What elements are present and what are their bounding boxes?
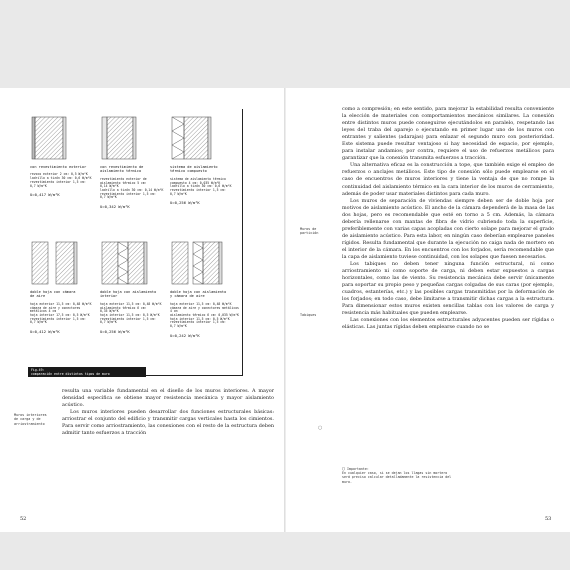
paragraph: Los tabiques no deben tener ninguna función estructural, ni como arriostramiento ni como soporte de carga, ni deben estar expuestos a cargas horizontales, como las de viento. Su resistencia mecánica debe servir únicamente para soportar su propio peso y pequeñas cargas colgadas de sus caras (por ejemplo, cuadros, estanterías, etc.) y las posibles cargas transmitidas por la deformación de los forjados; en todo caso, debe limitarse a transmitir dichas cargas a la estructura. Para dimensionar estos muros existen sencillas tablas con los valores de carga y resistencia más habituales que pueden emplearse.	[342, 261, 554, 317]
caption-label: Fig.49:	[31, 368, 45, 372]
wall-section-diagram	[30, 115, 100, 161]
wall-section-diagram	[100, 240, 170, 286]
caption-text: comparación entre distintos tipos de muro	[31, 372, 110, 376]
cell-specs: revestimiento exterior de aislamiento térmico 5 cm: 0,14 W/m²K ladrillo a tizón 30 cm: 0,14 W/m²K revestimiento interior 1,5 cm: 0,7 W/m²K	[100, 176, 164, 200]
figure-cell-double-leaf-air	[30, 240, 100, 334]
cell-u-value: U=0,242 W/m²K	[170, 332, 200, 338]
paragraph: Los muros interiores pueden desarrollar dos funciones estructurales básicas: arriostrar el conjunto del edificio y transmitir cargas verticales hasta los cimientos. Para servir como arriostramiento, las conexiones con el resto de la estructura deben admitir tanto esfuerzos a tracción	[62, 409, 274, 437]
cell-u-value: U=0,256 W/m²K	[170, 200, 200, 206]
margin-note-load-bearing: Muros interiores de carga y de arriostramiento	[14, 413, 47, 426]
lightbulb-icon: ○	[318, 425, 323, 431]
lightbulb-icon: ○	[342, 466, 346, 472]
page-number-left: 52	[20, 516, 27, 522]
wall-section-diagram	[30, 240, 100, 286]
cell-specs: hoja exterior 11,5 cm: 0,48 W/m²K cámara de aire y conectores metálicos 4 cm hoja interior 17,5 cm: 0,5 W/m²K revestimiento interior 1,5 cm: 0,7 W/m²K	[30, 301, 92, 325]
cell-specs: hoja exterior 11,5 cm: 0,48 W/m²K aislamiento térmico 6 cm: 0,35 W/m²K hoja interior 11,5 cm: 0,5 W/m²K revestimiento interior 1,5 cm: 0,7 W/m²K	[100, 301, 162, 325]
tip-text: En cualquier caso, si se dejan los llagas sin mortero será preciso calcular detalladamente la resistencia del muro.	[342, 471, 452, 484]
paragraph: como a compresión; en este sentido, para mejorar la estabilidad resulta conveniente la elección de materiales con comportamientos mecánicos similares. La conexión entre distintos muros puede conseguirse ejecutándolos en paralelo, respetando las leyes del traba del aparejo o ejecutando en primer lugar uno de los muros con entrantes y salientes (adarajas) para enlazar el segundo muro con posterioridad. Este sistema puede resultar ventajoso si hay necesidad de espacio, por ejemplo, para instalar andamios; por contra, requiere el uso de refuerzos metálicos para garantizar que la conexión transmita esfuerzos a tracción.	[342, 106, 554, 162]
cell-u-value: U=0,417 W/m²K	[30, 192, 60, 198]
figure-cell-double-leaf-insulation	[100, 240, 170, 334]
cell-u-value: U=0,412 W/m²K	[30, 329, 60, 335]
right-body-text	[342, 106, 554, 332]
cell-specs: revoco exterior 2 cm: 0,5 W/m²K ladrillo a tizón 30 cm: 0,6 W/m²K revestimiento interior 1,5 cm: 0,7 W/m²K	[30, 172, 92, 188]
wall-section-diagram	[170, 240, 240, 286]
cell-title: con revestimiento de aislamiento térmico	[100, 165, 144, 174]
important-tip	[342, 467, 452, 484]
book-gutter	[284, 88, 286, 532]
margin-note-partition: Muros de partición	[300, 227, 319, 236]
wall-section-diagram	[170, 115, 240, 161]
wall-section-diagram	[100, 115, 170, 161]
margin-note-tabiques: Tabiques	[300, 313, 317, 317]
tip-label: Importante:	[347, 467, 369, 471]
cell-u-value: U=0,256 W/m²K	[100, 329, 130, 335]
cell-title: doble hoja con aislamiento interior	[100, 290, 157, 299]
cell-u-value: U=0,342 W/m²K	[100, 204, 130, 210]
figure-caption	[28, 367, 146, 377]
paragraph: resulta una variable fundamental en el diseño de los muros interiores. A mayor densidad específica se obtiene mayor resistencia mecánica y mayor aislamiento acústico.	[62, 388, 274, 409]
page-number-right: 53	[545, 516, 552, 522]
cell-title: sistema de aislamiento térmico compuesto	[170, 165, 218, 174]
cell-specs: hoja exterior 11,5 cm: 0,48 W/m²K cámara de aire y conectores metálicos 4 cm aislamiento térmico 6 cm: 0,035 W/m²K hoja interior 11,5 cm: 0,5 W/m²K revestimiento interior 1,5 cm: 0,7 W/m²K	[170, 301, 239, 329]
figure-cell-composite-system	[170, 115, 240, 205]
paragraph: Las conexiones con los elementos estructurales adyacentes pueden ser rígidas o elásticas. Las juntas rígidas deben emplearse cuando no se	[342, 317, 554, 331]
paragraph: Los muros de separación de viviendas siempre deben ser de doble hoja por motivos de aislamiento acústico. El ancho de la cámara dependerá de la masa de las dos hojas, pero es recomendable que esté en torno a 5 cm. Además, la cámara debería rellenarse con mantas de fibra de vidrio cubriendo toda la superficie, preferiblemente con varias capas acopladas con cierto solape para mejorar el grado de aislamiento acústico. Para esta labor, en ningún caso deberían emplearse paneles rígidos. Resulta fundamental que durante la ejecución no caiga nada de mortero en el interior de la cámara. En los encuentros con los forjados, sería recomendable que la capa de aislamiento tuviese continuidad, con los solapes que fuesen necesarios.	[342, 197, 554, 260]
figure-cell-double-leaf-insulation-air	[170, 240, 240, 338]
figure-cell-exterior-render	[30, 115, 100, 197]
paragraph: Una alternativa eficaz es la construcción a tope, que también exige el empleo de refuerzos o anclajes metálicos. Este tipo de conexión sólo puede emplearse en el caso de encuentros de muros interiores y tiene la ventaja de que no rompe la continuidad del aislamiento térmico en la cara interior de los muros de cerramiento, además de poder usar materiales distintos para cada muro.	[342, 162, 554, 197]
cell-title: doble hoja con aislamiento y cámara de aire	[170, 290, 227, 299]
cell-specs: sistema de aislamiento térmico compuesto 4 cm: 0,035 W/m²K ladrillo a tizón 30 cm: 0,6 W/m²K revestimiento interior 1,5 cm: 0,7 W/m²K	[170, 176, 232, 196]
cell-title: doble hoja con cámara de aire	[30, 290, 76, 299]
left-body-text	[62, 388, 274, 437]
wall-comparison-figure	[28, 109, 243, 376]
cell-title: con revestimiento exterior	[30, 165, 87, 169]
figure-cell-insulating-render	[100, 115, 170, 209]
